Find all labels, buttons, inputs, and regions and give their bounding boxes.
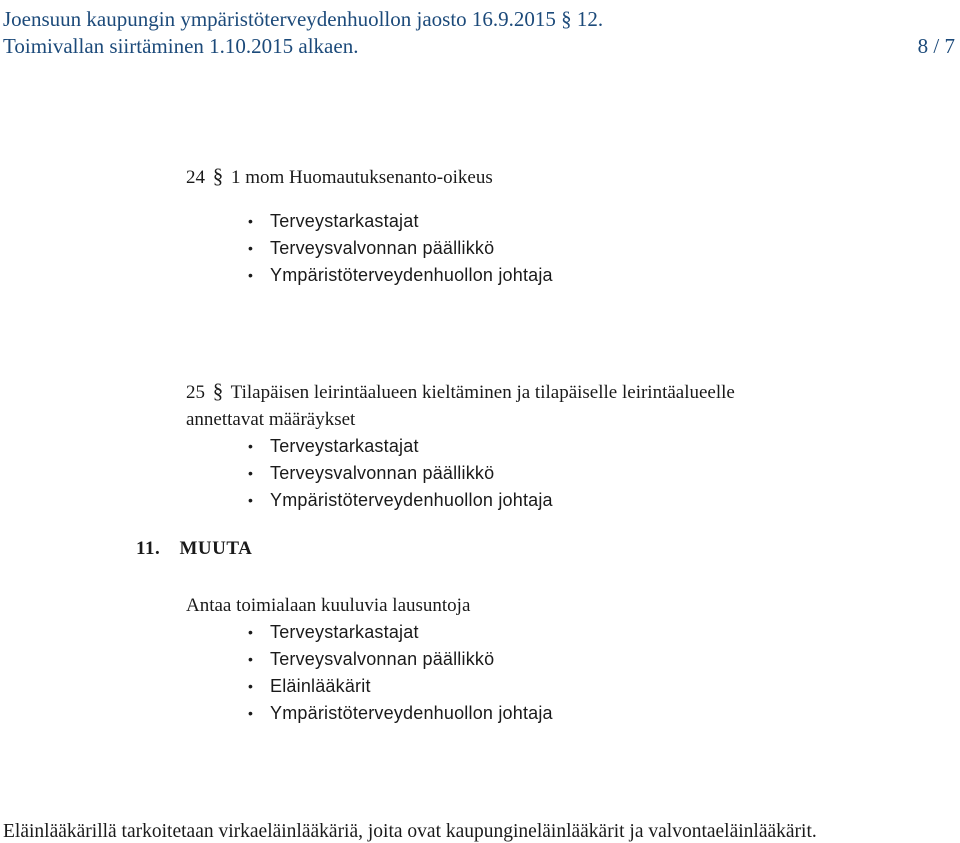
section-11-title: MUUTA xyxy=(179,538,253,559)
bullet-icon: • xyxy=(248,213,254,229)
list-item xyxy=(186,262,553,289)
page-number: 8 / 7 xyxy=(917,34,955,58)
list-item-text: Terveystarkastajat xyxy=(270,211,419,231)
list-item-text: Ympäristöterveydenhuollon johtaja xyxy=(270,490,553,510)
list-item-text: Eläinlääkärit xyxy=(270,676,371,696)
list-item xyxy=(186,235,553,262)
list-item-text: Terveystarkastajat xyxy=(270,622,419,642)
list-item-text: Terveystarkastajat xyxy=(270,436,419,456)
bullet-icon: • xyxy=(248,465,254,481)
bullet-icon: • xyxy=(248,705,254,721)
section-11-list xyxy=(186,619,553,727)
list-item xyxy=(186,433,746,460)
footnote: Eläinlääkärillä tarkoitetaan virkaeläinlääkäriä, joita ovat kaupungineläinlääkärit ja valvontaeläinlääkärit. xyxy=(3,820,817,842)
section-24-list xyxy=(186,208,553,289)
list-item xyxy=(186,487,746,514)
section-25-title: Tilapäisen leirintäalueen kieltäminen ja tilapäiselle leirintäalueelle annettavat määräykset xyxy=(186,382,735,430)
section-11-number: 11. xyxy=(136,538,161,559)
list-item xyxy=(186,646,553,673)
bullet-icon: • xyxy=(248,492,254,508)
header-subtitle: Toimivallan siirtäminen 1.10.2015 alkaen. xyxy=(3,34,359,58)
bullet-icon: • xyxy=(248,678,254,694)
bullet-icon: • xyxy=(248,438,254,454)
list-item xyxy=(186,673,553,700)
page-header xyxy=(3,6,955,60)
section-25-number: 25 xyxy=(186,382,205,403)
list-item-text: Terveysvalvonnan päällikkö xyxy=(270,238,495,258)
section-24-heading xyxy=(186,163,553,191)
section-25-heading xyxy=(186,378,746,433)
list-item xyxy=(186,700,553,727)
list-item-text: Ympäristöterveydenhuollon johtaja xyxy=(270,265,553,285)
list-item-text: Ympäristöterveydenhuollon johtaja xyxy=(270,703,553,723)
section-sign: § xyxy=(212,379,224,403)
section-24-title: 1 mom Huomautuksenanto-oikeus xyxy=(231,167,493,188)
section-11-heading xyxy=(136,538,252,560)
bullet-icon: • xyxy=(248,651,254,667)
bullet-icon: • xyxy=(248,267,254,283)
bullet-icon: • xyxy=(248,624,254,640)
section-25-list xyxy=(186,433,746,514)
section-11-intro: Antaa toimialaan kuuluvia lausuntoja xyxy=(186,595,471,616)
header-title-line: Joensuun kaupungin ympäristöterveydenhuollon jaosto 16.9.2015 § 12. xyxy=(3,7,604,31)
section-sign: § xyxy=(212,164,224,188)
section-25 xyxy=(186,378,746,514)
list-item xyxy=(186,619,553,646)
section-24 xyxy=(186,163,553,289)
header-subtitle-line xyxy=(3,33,955,60)
list-item xyxy=(186,460,746,487)
list-item-text: Terveysvalvonnan päällikkö xyxy=(270,649,495,669)
section-11 xyxy=(186,592,553,727)
list-item-text: Terveysvalvonnan päällikkö xyxy=(270,463,495,483)
section-24-number: 24 xyxy=(186,167,205,188)
bullet-icon: • xyxy=(248,240,254,256)
list-item xyxy=(186,208,553,235)
